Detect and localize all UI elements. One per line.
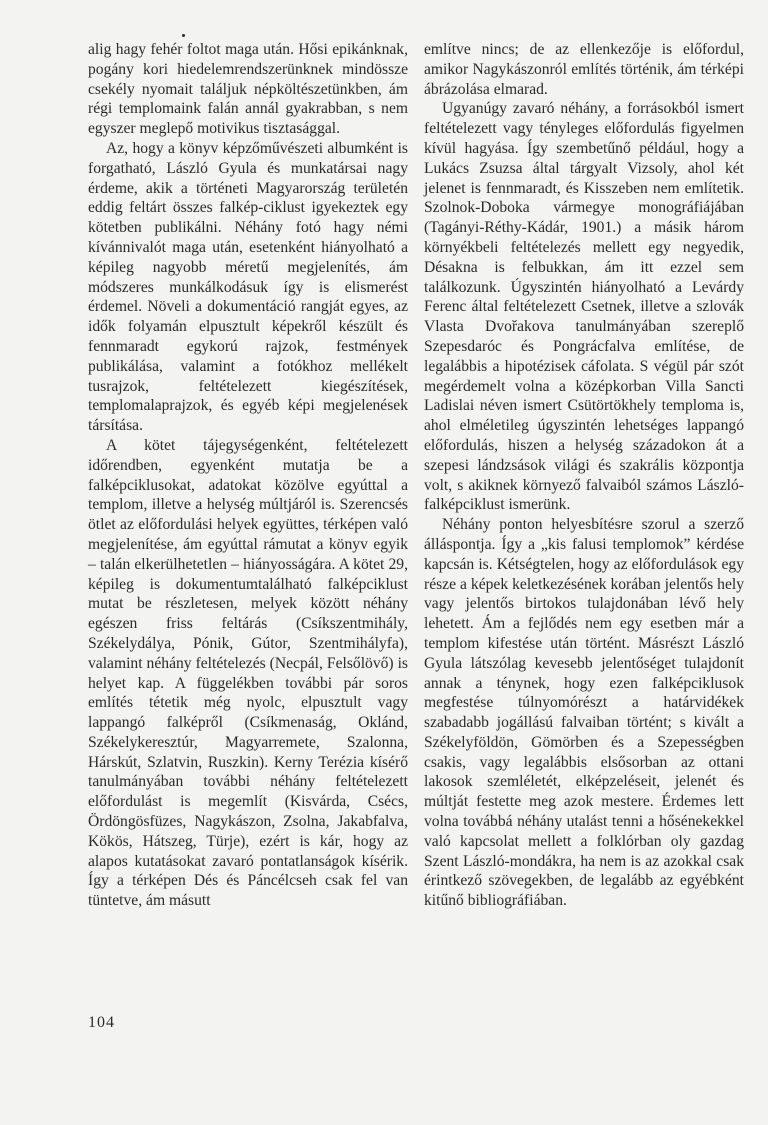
paragraph: Néhány ponton helyesbítésre szorul a szerző álláspontja. Így a „kis falusi templomok” kérdése kapcsán is. Kétségtelen, hogy az előfordulások egy része a képek keletkezésének korában jelentős hely vagy jelentős birtokos tulajdonában lévő hely lehetett. Ám a fejlődés nem egy esetben már a templom kifestése után történt. Másrészt László Gyula látszólag kevesebb jelentőséget tulajdonít annak a ténynek, hogy ezen falképciklusok megfestése túlnyomórészt a határvidékek szabadabb jogállású falvaiban történt; s kivált a Székelyföldön, Gömörben és a Szepességben csakis, vagy legalábbis elsősorban az ottani lakosok szemléletét, elképzeléseit, jelenét és múltját festette meg azok mestere. Érdemes lett volna továbbá néhány utalást tenni a hősénekekkel való kapcsolat mellett a folklórban oly gazdag Szent László-mondákra, ha nem is az azokkal csak érintkező szövegekben, de legalább az egyébként kitűnő bibliográfiában. — [424, 516, 744, 910]
page-number: 104 — [88, 1014, 115, 1031]
paragraph: A kötet tájegységenként, feltételezett időrendben, egyenként mutatja be a falképciklusokat, adatokat közölve egyúttal a templom, illetve a helység múltjáról is. Szerencsés ötlet az előfordulási helyek együttes, térképen való megjelenítése, ám egyúttal rámutat a könyv egyik – talán elkerülhetetlen – hiányosságára. A kötet 29, képileg is dokumentumtalálható falképciklust mutat be részletesen, melyek között néhány egészen friss feltárás (Csíkszentmihály, Székelydálya, Pónik, Gútor, Szentmihályfa), valamint néhány feltételezés (Necpál, Felsőlövő) is helyet kap. A függelékben további pár soros említés tétetik még nyolc, elpusztult vagy lappangó falképről (Csíkmenaság, Oklánd, Székelykeresztúr, Magyarremete, Szalonna, Hárskút, Szlatvin, Ruszkin). Kerny Terézia kísérő tanulmányában további néhány feltételezett előfordulást is megemlít (Kisvárda, Csécs, Ördöngösfüzes, Nagykászon, Zsolna, Jakabfalva, Kökös, Hátszeg, Türje), ezért is kár, hogy az alapos kutatásokat zavaró pontatlanságok kísérik. Így a térképen Dés és Páncélcseh csak fel van tüntetve, ám másutt — [88, 436, 408, 910]
paragraph: említve nincs; de az ellenkezője is előfordul, amikor Nagykászonról említés történik, ám térképi ábrázolása elmarad. — [424, 41, 744, 98]
left-text-column — [88, 40, 408, 911]
right-text-column — [424, 40, 744, 911]
paragraph: alig hagy fehér foltot maga után. Hősi epikánknak, pogány kori hiedelemrendszerünknek mindössze csekély nyomait találjuk népköltészetünkben, ám régi templomaink falán annál gyakrabban, s nem egyszer meglepő motivikus tisztasággal. — [88, 41, 408, 138]
paragraph: Ugyanúgy zavaró néhány, a forrásokból ismert feltételezett vagy tényleges előfordulás figyelmen kívül hagyása. Így szembetűnő például, hogy a Lukács Zsuzsa által tárgyalt Vizsoly, ahol két jelenet is fennmaradt, és Kisszeben nem említetik. Szolnok-Doboka vármegye monográfiájában (Tagányi-Réthy-Kádár, 1901.) a másik három környékbeli feltételezés mellett egy negyedik, Désakna is felbukkan, ám itt ezzel sem találkozunk. Úgyszintén hiányolható a Levárdy Ferenc által feltételezett Csetnek, illetve a szlovák Vlasta Dvořakova tanulmányában szereplő Szepesdaróc és Pongrácfalva említése, de legalábbis a hipotézisek cáfolata. S végül pár szót megérdemelt volna a középkorban Villa Sancti Ladislai néven ismert Csütörtökhely temploma is, ahol elméletileg úgyszintén lehetséges lappangó előfordulás, hiszen a helység századokon át a szepesi lándzsások világi és szakrális központja volt, s akiknek környező falvaiból számos László-falképciklust ismerünk. — [424, 100, 744, 514]
paragraph: Az, hogy a könyv képzőművészeti albumként is forgatható, László Gyula és munkatársai nagy érdeme, akik a történeti Magyarország területén eddig feltárt összes falkép-ciklust igyekeztek egy kötetben publikálni. Néhány fotó hagy némi kívánnivalót maga után, esetenként hiányolható a képileg nagyobb méretű megjelenítés, ám módszeres munkálkodásuk így is elismerést érdemel. Növeli a dokumentáció rangját egyes, az idők folyamán elpusztult képekről készült és fennmaradt egykorú rajzok, festmények publikálása, valamint a fotókhoz mellékelt tusrajzok, feltételezett kiegészítések, templomalaprajzok, és egyéb képi megjelenések társítása. — [88, 139, 408, 435]
ink-speck — [182, 34, 185, 37]
